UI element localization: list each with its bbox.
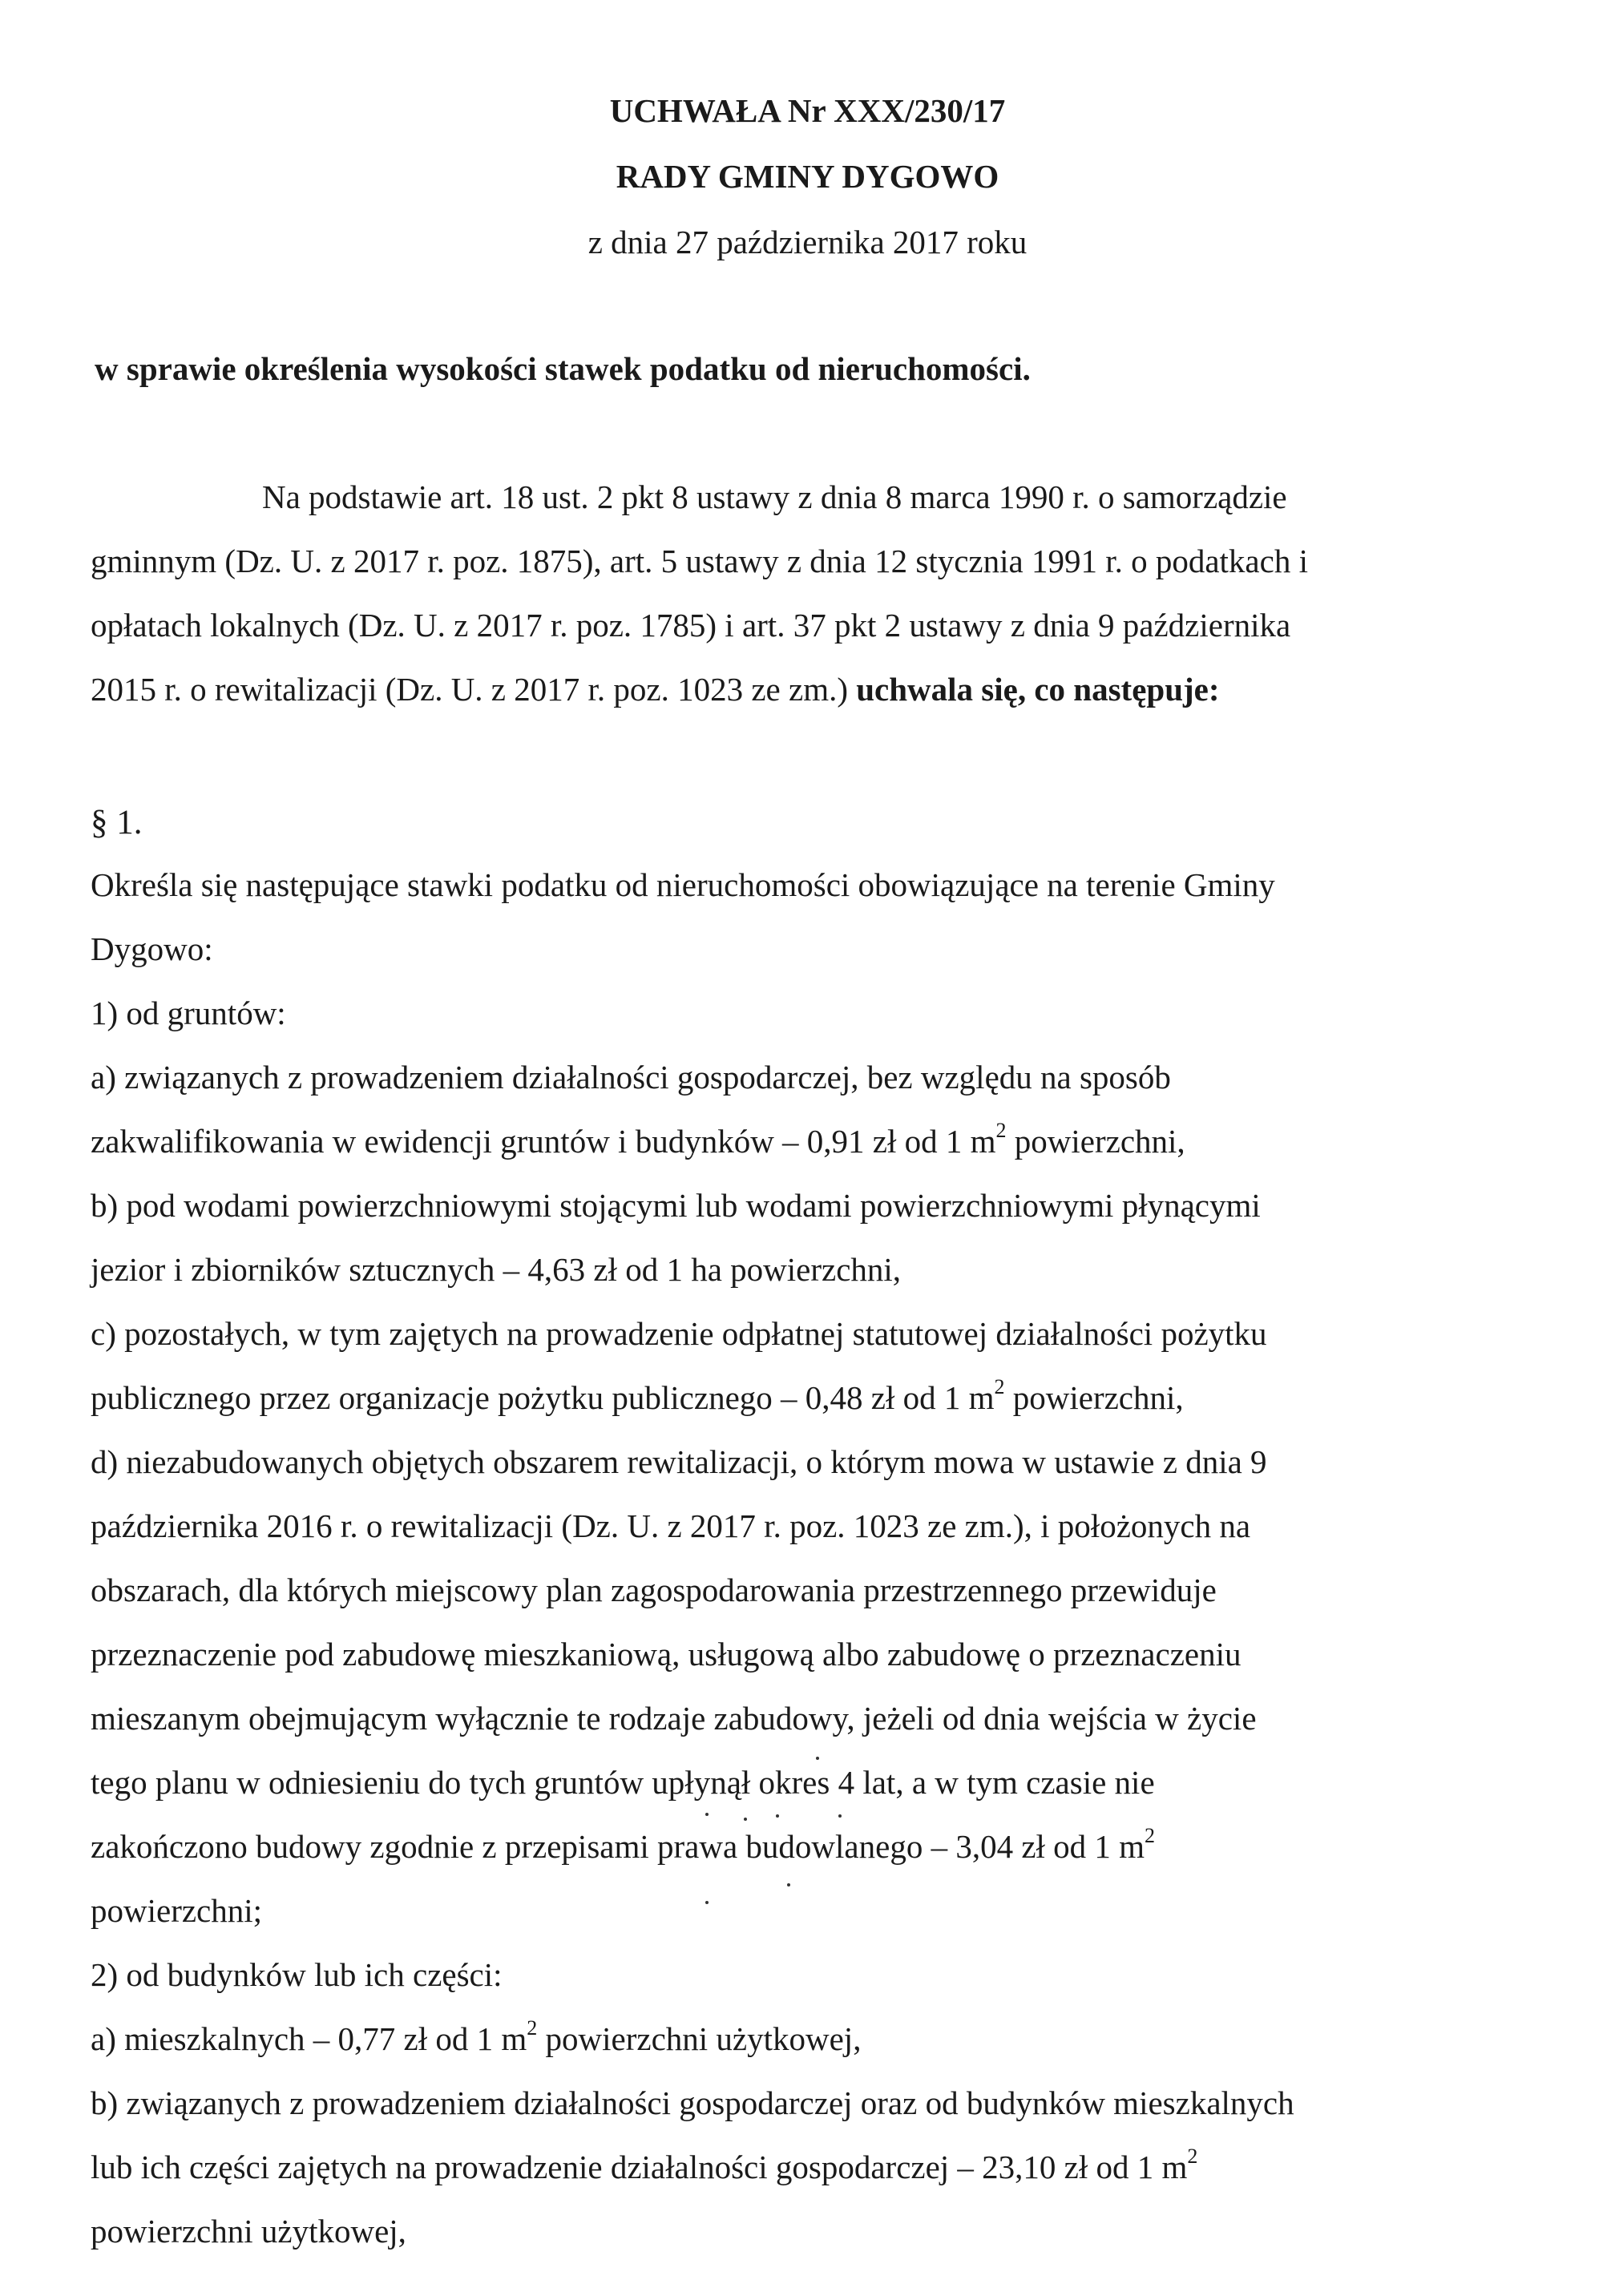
body-line: Określa się następujące stawki podatku od nieruchomości obowiązujące na terenie Gminy [91, 866, 1275, 903]
preamble-line: Na podstawie art. 18 ust. 2 pkt 8 ustawy z dnia 8 marca 1990 r. o samorządzie [262, 478, 1287, 515]
body-line: Dygowo: [91, 930, 213, 967]
superscript: 2 [527, 2016, 538, 2040]
body-line: tego planu w odniesieniu do tych gruntów upłynął okres 4 lat, a w tym czasie nie [91, 1764, 1155, 1801]
council-name: RADY GMINY DYGOWO [616, 158, 999, 195]
superscript: 2 [1145, 1824, 1156, 1847]
superscript: 2 [994, 1375, 1005, 1398]
scan-speck [705, 1901, 709, 1904]
body-line [91, 1119, 1185, 1160]
scan-speck [787, 1883, 790, 1886]
body-text: powierzchni, [1006, 1123, 1185, 1160]
preamble-line: gminnym (Dz. U. z 2017 r. poz. 1875), art. 5 ustawy z dnia 12 stycznia 1991 r. o podatkach i [91, 543, 1308, 579]
resolution-subject: w sprawie określenia wysokości stawek podatku od nieruchomości. [95, 350, 1031, 387]
preamble-line [91, 673, 1220, 706]
body-line: b) związanych z prowadzeniem działalności gospodarczej oraz od budynków mieszkalnych [91, 2084, 1294, 2121]
body-line [91, 2145, 1198, 2185]
body-line: a) związanych z prowadzeniem działalności gospodarczej, bez względu na sposób [91, 1059, 1171, 1096]
preamble-text: 2015 r. o rewitalizacji (Dz. U. z 2017 r. poz. 1023 ze zm.) [91, 671, 857, 708]
body-text: zakończono budowy zgodnie z przepisami prawa budowlanego – 3,04 zł od 1 m [91, 1828, 1145, 1865]
body-line: października 2016 r. o rewitalizacji (Dz. U. z 2017 r. poz. 1023 ze zm.), i położonych na [91, 1507, 1251, 1544]
enactment-formula: uchwala się, co następuje: [856, 671, 1220, 708]
scan-speck [816, 1757, 819, 1760]
list-item-grounds: 1) od gruntów: [91, 995, 286, 1031]
body-line: b) pod wodami powierzchniowymi stojącymi lub wodami powierzchniowymi płynącymi [91, 1187, 1261, 1224]
body-text: zakwalifikowania w ewidencji gruntów i budynków – 0,91 zł od 1 m [91, 1123, 996, 1160]
body-line [91, 2016, 862, 2057]
body-line: d) niezabudowanych objętych obszarem rewitalizacji, o którym mowa w ustawie z dnia 9 [91, 1443, 1267, 1480]
body-text: powierzchni użytkowej, [537, 2020, 862, 2057]
resolution-date: z dnia 27 października 2017 roku [587, 224, 1028, 260]
preamble-line: opłatach lokalnych (Dz. U. z 2017 r. poz. 1785) i art. 37 pkt 2 ustawy z dnia 9 października [91, 607, 1291, 644]
scan-speck [838, 1814, 842, 1818]
body-line: mieszanym obejmującym wyłącznie te rodzaje zabudowy, jeżeli od dnia wejścia w życie [91, 1700, 1257, 1737]
section-mark: § 1. [91, 804, 143, 841]
body-line [91, 1824, 1156, 1865]
body-line: powierzchni użytkowej, [91, 2213, 406, 2250]
scan-speck [776, 1814, 779, 1818]
body-text: lub ich części zajętych na prowadzenie działalności gospodarczej – 23,10 zł od 1 m [91, 2149, 1188, 2185]
superscript: 2 [1187, 2145, 1198, 2168]
body-line: przeznaczenie pod zabudowę mieszkaniową, usługową albo zabudowę o przeznaczeniu [91, 1636, 1242, 1673]
body-text: publicznego przez organizacje pożytku publicznego – 0,48 zł od 1 m [91, 1379, 995, 1416]
scan-speck [705, 1813, 709, 1816]
body-text: a) mieszkalnych – 0,77 zł od 1 m [91, 2020, 527, 2057]
superscript: 2 [995, 1119, 1007, 1142]
body-line: powierzchni; [91, 1892, 263, 1929]
body-line [91, 1375, 1184, 1416]
list-item-buildings: 2) od budynków lub ich części: [91, 1956, 503, 1993]
body-line: c) pozostałych, w tym zajętych na prowadzenie odpłatnej statutowej działalności pożytku [91, 1315, 1267, 1352]
scan-speck [744, 1818, 747, 1821]
body-text: powierzchni, [1004, 1379, 1184, 1416]
resolution-title: UCHWAŁA Nr XXX/230/17 [609, 92, 1006, 129]
body-line: jezior i zbiorników sztucznych – 4,63 zł od 1 ha powierzchni, [91, 1251, 902, 1288]
body-line: obszarach, dla których miejscowy plan zagospodarowania przestrzennego przewiduje [91, 1572, 1217, 1608]
